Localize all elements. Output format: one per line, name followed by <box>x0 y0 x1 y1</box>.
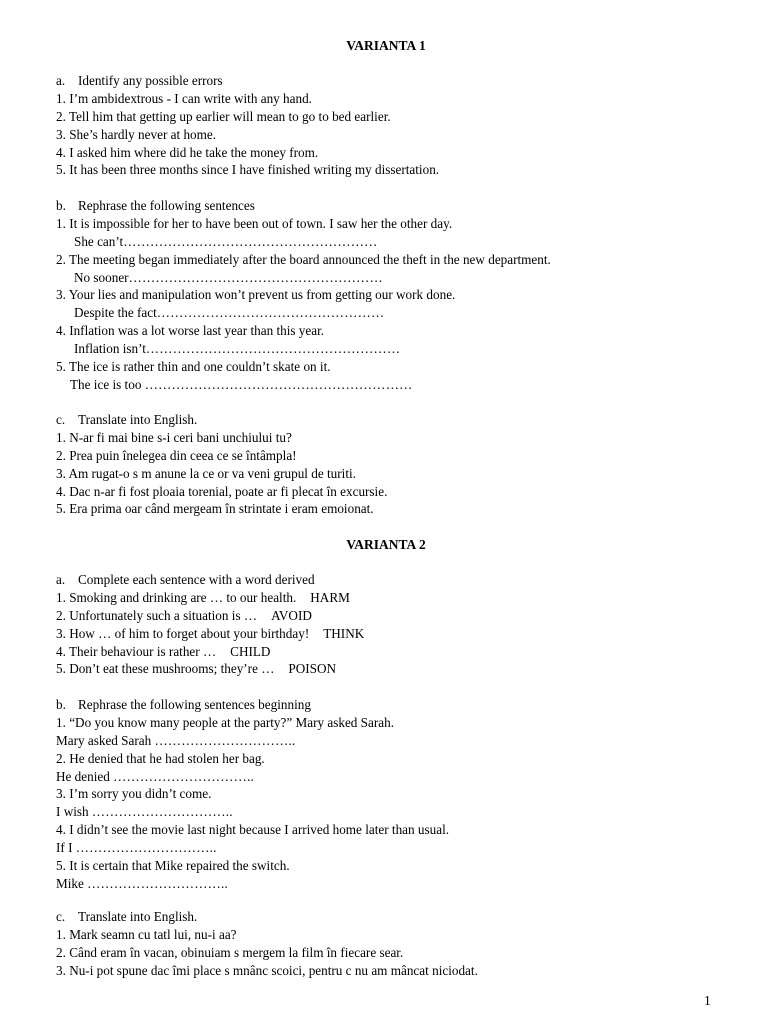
exercise-item <box>56 589 716 607</box>
section-marker: c. <box>56 412 66 427</box>
answer-blank: ………………………….. <box>87 875 229 891</box>
answer-prompt: No sooner <box>74 269 129 285</box>
section-heading <box>56 72 716 90</box>
v2-section-c <box>56 908 716 980</box>
base-word: AVOID <box>271 607 312 623</box>
exercise-item: 5. Era prima oar când mergeam în strintate i eram emoionat. <box>56 501 374 517</box>
exercise-item: 1. Mark seamn cu tatl lui, nu-i aa? <box>56 926 237 942</box>
answer-prompt: He denied <box>56 768 110 784</box>
exercise-item: 2. The meeting began immediately after the board announced the theft in the new department. <box>56 251 551 267</box>
base-word: CHILD <box>230 643 271 659</box>
exercise-sentence: 4. Their behaviour is rather … <box>56 643 217 659</box>
section-heading-text: Translate into English. <box>78 909 198 924</box>
answer-prompt: Mike <box>56 875 84 891</box>
exercise-item: 1. I’m ambidextrous - I can write with any hand. <box>56 90 312 106</box>
exercise-item <box>56 625 716 643</box>
answer-prompt: The ice is too <box>70 376 142 392</box>
exercise-item: 4. Dac n-ar fi fost ploaia torenial, poate ar fi plecat în excursie. <box>56 483 388 499</box>
exercise-item: 2. Când eram în vacan, obinuiam s mergem la film în fiecare sear. <box>56 944 404 960</box>
exercise-sentence: 1. Smoking and drinking are … to our health. <box>56 589 297 605</box>
answer-prompt: If I <box>56 840 73 856</box>
section-heading <box>56 197 716 215</box>
answer-line <box>56 269 716 287</box>
exercise-item: 2. He denied that he had stolen her bag. <box>56 750 265 766</box>
answer-line <box>56 875 716 893</box>
exercise-item: 5. It has been three months since I have finished writing my dissertation. <box>56 162 440 178</box>
base-word: POISON <box>288 661 337 677</box>
section-heading <box>56 696 716 714</box>
answer-line <box>56 233 716 251</box>
exercise-item: 3. She’s hardly never at home. <box>56 126 217 142</box>
answer-blank: ………………………….. <box>113 768 254 784</box>
section-heading <box>56 571 716 589</box>
section-heading <box>56 411 716 429</box>
exercise-item <box>56 607 716 625</box>
v2-section-b <box>56 696 716 893</box>
exercise-item <box>56 660 716 678</box>
section-heading-text: Complete each sentence with a word derived <box>78 572 315 587</box>
section-heading-text: Translate into English. <box>78 412 198 427</box>
answer-blank: ………………………………………………… <box>128 269 383 285</box>
answer-line <box>56 768 716 786</box>
section-heading-text: Identify any possible errors <box>78 73 223 88</box>
exercise-sentence: 3. How … of him to forget about your birthday! <box>56 625 310 641</box>
exercise-item: 1. It is impossible for her to have been out of town. I saw her the other day. <box>56 215 453 231</box>
exercise-item: 4. I didn’t see the movie last night because I arrived home later than usual. <box>56 822 450 838</box>
answer-prompt: Despite the fact <box>74 305 157 321</box>
answer-blank: …………………………………………………… <box>144 376 413 392</box>
answer-blank: ………………………….. <box>154 732 296 748</box>
answer-line <box>56 340 716 358</box>
answer-blank: ………………………….. <box>75 840 217 856</box>
exercise-item: 3. Your lies and manipulation won’t prevent us from getting our work done. <box>56 287 456 303</box>
answer-prompt: I wish <box>56 804 89 820</box>
v1-section-a <box>56 72 716 179</box>
section-marker: b. <box>56 198 66 213</box>
section-heading-text: Rephrase the following sentences beginning <box>78 697 311 712</box>
exercise-item: 5. It is certain that Mike repaired the switch. <box>56 858 290 874</box>
exercise-item <box>56 643 716 661</box>
answer-blank: ………………………….. <box>91 804 233 820</box>
answer-prompt: Inflation isn’t <box>74 341 146 357</box>
section-heading-text: Rephrase the following sentences <box>78 198 255 213</box>
answer-line <box>56 839 716 857</box>
variant-1-title: VARIANTA 1 <box>346 38 426 53</box>
page-number: 1 <box>704 993 711 1008</box>
answer-blank: ………………………………………………… <box>145 341 401 357</box>
exercise-item: 2. Prea puin înelegea din ceea ce se întâmpla! <box>56 447 297 463</box>
answer-blank: ………………………………………………… <box>123 233 378 249</box>
exercise-sentence: 2. Unfortunately such a situation is … <box>56 607 258 623</box>
exercise-item: 2. Tell him that getting up earlier will mean to go to bed earlier. <box>56 108 391 124</box>
answer-line <box>56 304 716 322</box>
exercise-item: 3. Nu-i pot spune dac îmi place s mnânc scoici, pentru c nu am mâncat niciodat. <box>56 962 478 978</box>
answer-prompt: Mary asked Sarah <box>56 732 152 748</box>
section-marker: a. <box>56 73 66 88</box>
answer-line <box>56 803 716 821</box>
answer-line <box>56 732 716 750</box>
section-marker: c. <box>56 909 66 924</box>
v1-section-b <box>56 197 716 394</box>
answer-line <box>56 376 716 394</box>
exercise-item: 3. I’m sorry you didn’t come. <box>56 786 212 802</box>
exercise-item: 1. “Do you know many people at the party?” Mary asked Sarah. <box>56 714 395 730</box>
exercise-sentence: 5. Don’t eat these mushrooms; they’re … <box>56 661 275 677</box>
section-heading <box>56 908 716 926</box>
base-word: THINK <box>323 625 365 641</box>
base-word: HARM <box>310 589 350 605</box>
answer-blank: …………………………………………… <box>156 305 385 321</box>
exercise-item: 5. The ice is rather thin and one couldn’t skate on it. <box>56 359 331 375</box>
exercise-item: 1. N-ar fi mai bine s-i ceri bani unchiului tu? <box>56 429 292 445</box>
answer-prompt: She can’t <box>74 233 124 249</box>
v1-section-c <box>56 411 716 518</box>
section-marker: b. <box>56 697 66 712</box>
variant-2-title: VARIANTA 2 <box>346 537 426 552</box>
section-marker: a. <box>56 572 66 587</box>
exercise-item: 4. I asked him where did he take the money from. <box>56 144 319 160</box>
v2-section-a <box>56 571 716 678</box>
exercise-item: 3. Am rugat-o s m anune la ce or va veni grupul de turiti. <box>56 465 356 481</box>
exercise-item: 4. Inflation was a lot worse last year than this year. <box>56 323 325 339</box>
